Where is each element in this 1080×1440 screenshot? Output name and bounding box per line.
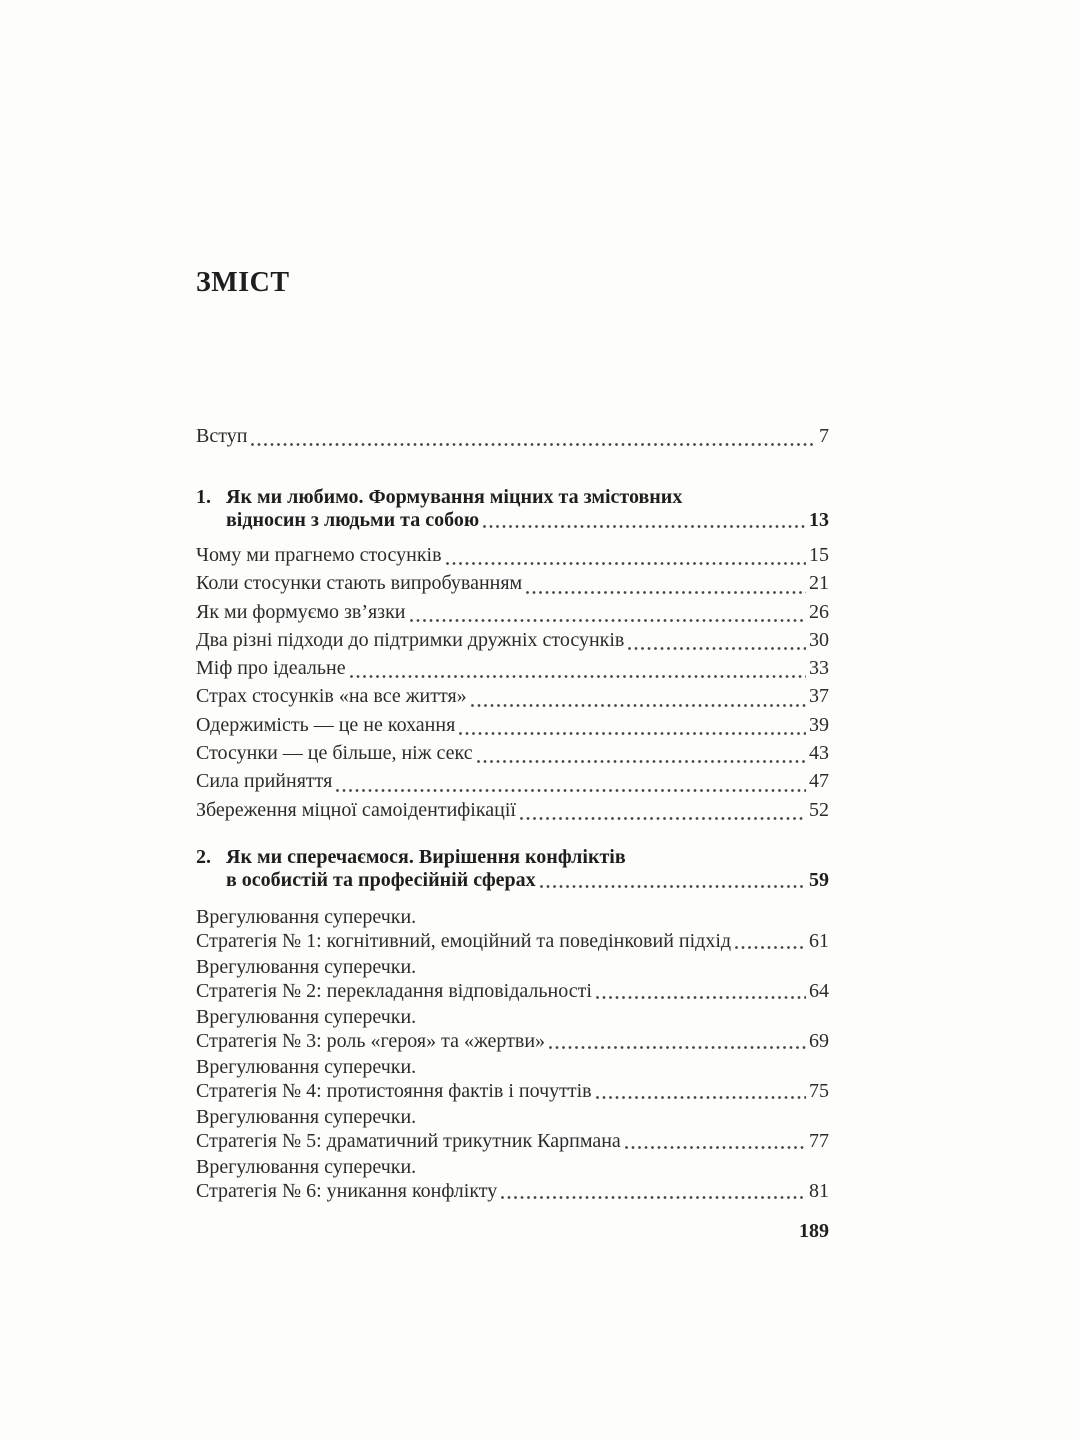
dot-leader [625,1146,806,1149]
toc-entry-line [196,1105,829,1129]
toc-entry-label: Врегулювання суперечки. [196,905,417,928]
toc-entry-label: Як ми любимо. Формування міцних та змістовних [226,486,683,508]
toc-entry-label: в особистій та професійній сферах [226,868,536,891]
toc-entry-line [196,1155,829,1179]
toc-entry [196,1055,829,1103]
toc-entry-line [196,796,829,824]
dot-leader [471,704,806,707]
toc-entry-line [196,626,829,654]
dot-leader [596,1096,806,1099]
toc-entry-line [196,1055,829,1079]
toc-page-number: 75 [809,1079,829,1102]
toc-page-number: 33 [809,657,829,680]
toc-entry-line [196,682,829,710]
dot-leader [549,1046,806,1049]
toc-page-number: 59 [809,868,829,891]
toc-entry-label: Одержимість — це не кохання [196,713,456,736]
toc-entry-label: Врегулювання суперечки. [196,1055,417,1078]
toc-entry [196,796,829,824]
toc-page-number: 47 [809,770,829,793]
toc-entry-label: відносин з людьми та собою [226,509,480,531]
dot-leader [446,562,806,565]
toc-entry-line [226,509,829,532]
toc-page-number: 77 [809,1129,829,1152]
chapter-number: 2. [196,845,211,868]
toc-entry-label: Врегулювання суперечки. [196,955,417,978]
dot-leader [477,760,806,763]
dot-leader [501,1196,806,1199]
toc-entry-line [196,569,829,597]
toc-entry-label: Стратегія № 4: протистояння фактів і почуттів [196,1079,592,1102]
toc-entry-line [196,711,829,739]
dot-leader [628,647,806,650]
page-title: ЗМІСТ [196,267,290,298]
toc-page-number: 7 [819,425,829,447]
toc-page-number: 39 [809,713,829,736]
toc-entry [196,598,829,626]
toc-entry-label: Стратегія № 5: драматичний трикутник Карпмана [196,1129,621,1152]
dot-leader [410,619,807,622]
toc-entry [196,541,829,569]
toc-entry-line [196,1005,829,1029]
dot-leader [483,525,806,528]
toc-entry-label: Стосунки — це більше, ніж секс [196,742,473,765]
dot-leader [350,675,806,678]
toc-entry-line [196,1179,829,1203]
toc-entry [196,569,829,597]
toc-entry-line [196,955,829,979]
toc-page-number: 81 [809,1179,829,1202]
toc-page-number: 15 [809,544,829,566]
toc-page-number: 61 [809,929,829,952]
toc-entry [196,654,829,682]
toc-entry-label: Як ми формуємо зв’язки [196,600,406,623]
toc-entry-label: Сила прийняття [196,770,333,793]
toc-entry-line [196,929,829,953]
toc-entry [196,1105,829,1153]
toc-entry [196,486,829,532]
toc-page-number: 21 [809,572,829,595]
dot-leader [596,996,806,999]
toc-entry-line [196,739,829,767]
toc-entry-label: Збереження міцної самоідентифікації [196,798,516,821]
dot-leader [251,443,816,446]
toc-entry-label: Міф про ідеальне [196,657,346,680]
toc-entry-label: Врегулювання суперечки. [196,1105,417,1128]
toc-list [196,422,829,1203]
toc-entry-label: Врегулювання суперечки. [196,1005,417,1028]
toc-entry-label: Стратегія № 3: роль «героя» та «жертви» [196,1029,546,1052]
toc-entry [196,711,829,739]
toc-entry [196,846,829,892]
toc-entry-line [196,1029,829,1053]
toc-entry-line [196,905,829,929]
toc-page-number: 13 [809,509,829,531]
toc-entry-label: Коли стосунки стають випробуванням [196,572,523,595]
toc-entry [196,1155,829,1203]
toc-entry-line [196,1129,829,1153]
chapter-number: 1. [196,486,211,508]
toc-entry-line [196,422,829,450]
toc-page-number: 26 [809,600,829,623]
toc-page-number: 52 [809,798,829,821]
toc-entry-line [196,541,829,569]
toc-entry-line [226,869,829,892]
toc-page-number: 43 [809,742,829,765]
toc-entry [196,682,829,710]
toc-entry-label: Як ми сперечаємося. Вирішення конфліктів [226,845,626,868]
toc-entry [196,739,829,767]
toc-page-number: 30 [809,628,829,651]
toc-entry [196,422,829,450]
toc-entry [196,767,829,795]
toc-entry-line [226,486,829,509]
folio-page-number: 189 [799,1220,829,1242]
toc-entry-label: Стратегія № 2: перекладання відповідальності [196,979,592,1002]
toc-entry-label: Страх стосунків «на все життя» [196,685,467,708]
toc-entry-label: Вступ [196,425,248,447]
toc-entry [196,955,829,1003]
toc-entry-line [196,767,829,795]
toc-entry-line [226,846,829,869]
toc-entry-label: Стратегія № 1: когнітивний, емоційний та поведінковий підхід [196,929,732,952]
dot-leader [735,946,806,949]
toc-entry-line [196,1079,829,1103]
dot-leader [336,789,806,792]
toc-entry-line [196,654,829,682]
toc-entry [196,626,829,654]
dot-leader [540,885,806,888]
toc-entry-label: Стратегія № 6: уникання конфлікту [196,1179,498,1202]
toc-content [196,0,829,1203]
toc-entry-line [196,979,829,1003]
toc-entry [196,905,829,953]
toc-page-number: 69 [809,1029,829,1052]
toc-entry [196,1005,829,1053]
toc-page-number: 37 [809,685,829,708]
toc-page-number: 64 [809,979,829,1002]
toc-entry-line [196,598,829,626]
toc-entry-label: Чому ми прагнемо стосунків [196,544,442,566]
dot-leader [526,591,806,594]
dot-leader [459,732,806,735]
toc-entry-label: Врегулювання суперечки. [196,1155,417,1178]
toc-entry-label: Два різні підходи до підтримки дружніх стосунків [196,628,625,651]
dot-leader [520,817,806,820]
